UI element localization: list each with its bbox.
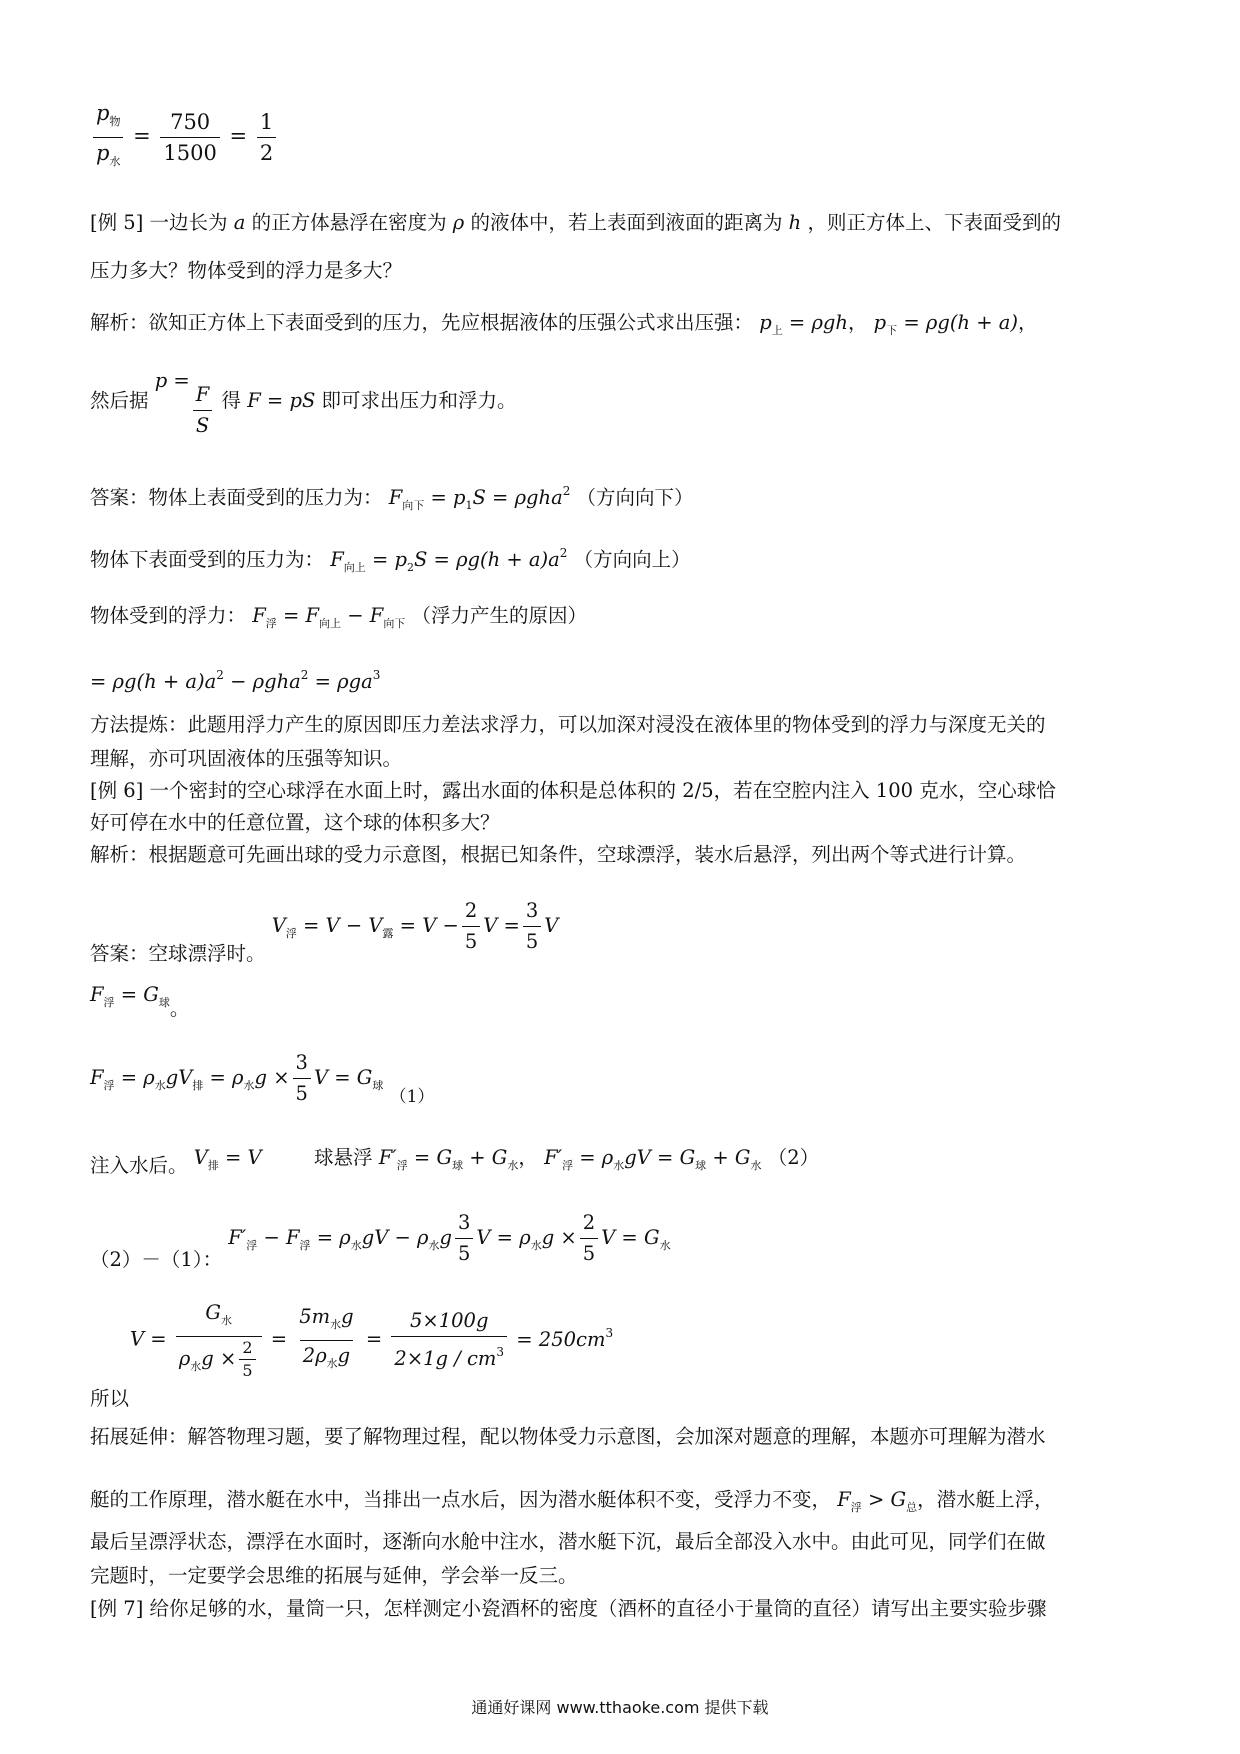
example6-difference: （2）－（1）： $F'_浮 - F_浮 = \rho_水gV - \rho_水g$ $\frac{3}{5}$ $V = \rho_水g$ × $\frac{2}{5}$ $V = G_水$ [90,1211,671,1271]
example6-answer-line2: $F_浮 = G_球$。 [90,983,190,1020]
extension-line1: 拓展延伸：解答物理习题，要了解物理过程，配以物体受力示意图，会加深对题意的理解，本题亦可理解为潜水 [90,1425,1046,1448]
example6-suoyi: 所以 [90,1387,130,1410]
example5-answer-line1: 答案：物体上表面受到的压力为： $F_{向下} = p_1S = \rho gha^2$ （方向向下） [90,484,694,512]
extension-line3: 最后呈漂浮状态，漂浮在水面时，逐渐向水舱中注水，潜水艇下沉，最后全部没入水中。由此可见，同学们在做 [90,1530,1046,1553]
example6-answer-line1: 答案：空球漂浮时。 $V_浮 = V - V_露 = V$ − $\frac{2}{5}$ V = $\frac{3}{5}$ V [90,899,559,965]
example6-result: V = $G_水$ $\rho_水g$ × $\frac{2}{5}$ = $\frac{5m_水g}{2\rho_水g}$ = $\frac{5\times 100g}{2\times 1g / cm^3}$ = $250cm^3$ [130,1301,614,1380]
method-line2: 理解，亦可巩固液体的压强等知识。 [90,747,403,770]
method-line1: 方法提炼：此题用浮力产生的原因即压力差法求浮力，可以加深对浸没在液体里的物体受到的浮力与深度无关的 [90,713,1046,736]
extension-line2: 艇的工作原理，潜水艇在水中，当排出一点水后，因为潜水艇体积不变，受浮力不变， $F_浮 > G_总$，潜水艇上浮， [90,1488,1054,1514]
example7-question: [例 7] 给你足够的水，量筒一只，怎样测定小瓷酒杯的密度（酒杯的直径小于量筒的直径）请写出主要实验步骤 [90,1597,1047,1620]
extension-line4: 完题时，一定要学会思维的拓展与延伸，学会举一反三。 [90,1564,578,1587]
example6-equation1: $F_浮 = \rho_水gV_排 = \rho_水g$ × $\frac{3}{5}$ $V = G_球$ （1） [90,1051,435,1107]
page-footer: 通通好课网 www.tthaoke.com 提供下载 [471,1698,769,1717]
example5-question-line1: [例 5] 一边长为 a 的正方体悬浮在密度为 ρ 的液体中，若上表面到液面的距离为 h ，则正方体上、下表面受到的 [90,211,1061,234]
example6-question-line2: 好可停在水中的任意位置，这个球的体积多大？ [90,811,500,834]
example6-analysis: 解析：根据题意可先画出球的受力示意图，根据已知条件，空球漂浮，装水后悬浮，列出两个等式进行计算。 [90,843,1027,866]
example5-analysis-line1: 解析：欲知正方体上下表面受到的压力，先应根据液体的压强公式求出压强： $p_上 = \rho gh$， $p_下 = \rho g(h + a)$， [90,311,1038,337]
example5-answer-line4: = $\rho g(h + a)a^2 - \rho gha^2 = \rho ga^3$ [90,668,381,693]
example5-analysis-line2: 然后据 p = $\frac{F}{S}$ 得 F = pS 即可求出压力和浮力。 [90,369,517,437]
example6-question-line1: [例 6] 一个密封的空心球浮在水面上时，露出水面的体积是总体积的 2/5，若在空腔内注入 100 克水，空心球恰 [90,779,1056,802]
ratio-formula: $\frac{p_物}{p_水}$ = $\frac{750}{1500}$ = $\frac{1}{2}$ [90,100,1150,175]
example6-equation2: 注入水后。 $V_排 = V$ 球悬浮 $F'_浮 = G_球 + G_水$， $F'_浮 = \rho_水gV = G_球 + G_水$ （2） [90,1146,820,1177]
example5-answer-line2: 物体下表面受到的压力为： $F_{向上} = p_2S = \rho g(h + a)a^2$ （方向向上） [90,546,691,574]
example5-question-line2: 压力多大？物体受到的浮力是多大？ [90,259,403,282]
example5-answer-line3: 物体受到的浮力： $F_浮 = F_{向上} - F_{向下}$ （浮力产生的原因） [90,604,588,630]
